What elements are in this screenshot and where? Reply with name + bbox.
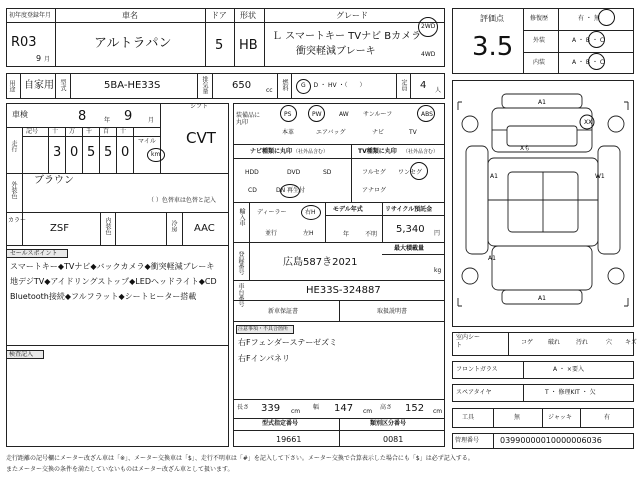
- interior-seat-option: コゲ: [521, 339, 534, 346]
- tools-value: 無: [514, 414, 521, 421]
- footer-line1: 走行距離の記号欄にメーター改ざん車は「※」、メーター交換車は「$」、走行不明車は「#」を記入して下さい。メーター交換で合算表示した場合にも「$」は必ず記入する。: [6, 455, 474, 462]
- import-left: 左H: [303, 230, 314, 237]
- shape-label: 形状: [240, 11, 256, 20]
- navi-cd: CD: [248, 187, 257, 194]
- jack-label: ジャッキ: [548, 414, 572, 421]
- interior-b-circle: [588, 53, 605, 70]
- navi-sd: SD: [323, 169, 332, 176]
- tv-fullseg: フルセグ: [362, 169, 386, 176]
- displacement-unit: cc: [266, 87, 273, 94]
- exterior-b-circle: [588, 31, 605, 48]
- sales-point-label: セールスポイント: [10, 250, 58, 257]
- spare-tire-label: スペアタイヤ: [456, 389, 492, 396]
- fuel-options: G D ・ HV ・（ ）: [301, 82, 366, 89]
- reg-year-label: 初年度登録年月: [9, 12, 52, 19]
- height-label: 高さ: [380, 404, 393, 411]
- repair-none-circle: [598, 9, 615, 26]
- jack-value: 有: [604, 414, 611, 421]
- navi-title: ナビ種類に丸印: [250, 148, 293, 155]
- repair-options: 有 ・ 無: [578, 15, 600, 22]
- equipment-item: ABS: [421, 111, 433, 118]
- pw-circle: [308, 105, 325, 122]
- navi-title-note: （社外品含む）: [293, 149, 329, 155]
- equipment-item: エアバッグ: [316, 129, 346, 136]
- recycle-label: リサイクル預託金: [385, 206, 433, 213]
- diagram-mark-a1-left: A1: [490, 173, 498, 180]
- equipment-item: ナビ: [372, 129, 385, 136]
- mileage-digit: 5: [104, 145, 113, 160]
- grade-line2: 衝突軽減ブレーキ: [296, 46, 376, 57]
- interior-seat-label: 室内シート: [456, 334, 481, 349]
- diagram-mark-xx: XX: [584, 119, 593, 126]
- class-number-value: 0081: [383, 435, 404, 444]
- max-load-label: 最大積載量: [394, 245, 425, 252]
- diagram-mark-xmo: Xも: [520, 145, 531, 152]
- interior-seat-option: 汚れ: [576, 339, 589, 346]
- mileage-label: 走行: [10, 140, 17, 152]
- tv-title-note: （社外品含む）: [403, 149, 439, 155]
- reg-year-value: R03: [11, 35, 37, 50]
- width-label: 幅: [313, 404, 320, 411]
- front-glass-label: フロントガラス: [456, 366, 498, 373]
- chassis-label: 車台番号: [237, 283, 244, 307]
- equipment-item: PW: [312, 111, 322, 118]
- mileage-digit-header: 十: [52, 128, 59, 135]
- warranty-label: 新車保証書: [268, 308, 299, 315]
- import-dealer: ディーラー: [257, 209, 287, 216]
- left-block: [6, 103, 229, 447]
- front-glass-options: A ・ ×要入: [553, 366, 584, 373]
- tv-title: TV種類に丸印: [358, 148, 397, 155]
- name-label: 車名: [122, 11, 138, 20]
- car-name: アルトラパン: [94, 36, 172, 51]
- mileage-unit-mile: マイル: [138, 138, 156, 145]
- capacity-value: 4: [420, 80, 427, 91]
- abs-circle: [417, 105, 435, 122]
- notes-line1: 右Fフェンダーステーゼズミ: [238, 338, 338, 347]
- manual-label: 取扱説明書: [377, 308, 408, 315]
- mileage-digit: 0: [121, 145, 130, 160]
- displacement-label: 排気量: [201, 76, 208, 94]
- tools-label: 工具: [462, 414, 475, 421]
- drive-4wd: 4WD: [421, 51, 436, 58]
- tv-analog: アナログ: [362, 187, 387, 194]
- model-value: 5BA-HE33S: [104, 80, 161, 91]
- interior-score-options: A ・ B ・ C: [572, 59, 605, 66]
- length-label: 長さ: [237, 404, 250, 411]
- diagram-mark-a1-bl: A1: [488, 255, 496, 262]
- ac-label: 冷房: [170, 220, 177, 232]
- capacity-label: 定員: [400, 79, 407, 91]
- navi-playback: 再生付: [287, 187, 306, 194]
- equipment-item: AW: [339, 111, 349, 118]
- fuel-label: 燃料: [281, 79, 288, 91]
- exterior-value: ブラウン: [34, 175, 74, 186]
- tv-oneseg-circle: [410, 162, 428, 180]
- inspection-year: 8: [78, 109, 87, 124]
- mileage-digit-header: 百: [103, 128, 110, 135]
- grade-line1: Ｌ スマートキー TVナビ Bカメラ: [272, 31, 422, 42]
- mileage-digit-header: 十: [120, 128, 127, 135]
- ac-value: AAC: [194, 223, 215, 234]
- mileage-unit-km: km: [151, 151, 161, 158]
- model-year-label: モデル年式: [333, 206, 363, 213]
- navi-dn: DN: [276, 187, 286, 194]
- import-parallel: 並行: [265, 230, 278, 237]
- model-label: 型式: [59, 79, 66, 91]
- door-label: ドア: [211, 11, 227, 20]
- capacity-unit: 人: [435, 87, 442, 94]
- inspection-label: 車検: [12, 110, 28, 119]
- height-value: 152: [405, 403, 425, 414]
- sales-point-line1: スマートキー◆TVナビ◆バックカメラ◆衝突軽減ブレーキ: [10, 262, 215, 271]
- type-designation-label: 型式指定番号: [262, 420, 299, 427]
- notes-label: 注意事項・不具合箇所: [238, 326, 289, 332]
- chassis-value: HE33S-324887: [306, 285, 381, 296]
- reg-month-value: 9: [36, 54, 42, 63]
- tv-oneseg: ワンセグ: [398, 169, 423, 176]
- length-unit: cm: [291, 408, 301, 415]
- mileage-digit: 5: [87, 145, 96, 160]
- mileage-digit-header: 記号: [26, 128, 39, 135]
- interior-color-label: 内装色: [104, 217, 111, 235]
- right-hand-circle: [301, 205, 321, 220]
- diagram-mark-a1-bottom: A1: [538, 295, 546, 302]
- shape-value: HB: [239, 38, 258, 53]
- inspection-notes-label: 検査記入: [9, 351, 34, 358]
- recycle-unit: 円: [434, 230, 441, 237]
- equipment-item: サンルーフ: [363, 111, 393, 118]
- inspection-year-unit: 年: [104, 117, 111, 124]
- notes-line2: 右Fインパネリ: [238, 354, 291, 363]
- import-right: 右H: [305, 209, 316, 216]
- exterior-note: （ ）色替車は色替と記入: [148, 197, 216, 204]
- sales-point-line2: 地デジTV◆アイドリングストップ◆LEDヘッドライト◆CD: [10, 277, 217, 286]
- ps-circle: [280, 105, 297, 122]
- drive-2wd: 2WD: [421, 23, 436, 30]
- type-designation-value: 19661: [276, 435, 302, 444]
- diagram-mark-w1: W1: [595, 173, 605, 180]
- footer-line2: またメーター交換の条件を満たしていないものはメーター改ざん車として扱います。: [6, 466, 234, 473]
- mgmt-value: 03990000010000006036: [500, 436, 602, 445]
- max-load-unit: kg: [434, 267, 442, 274]
- inspection-month-unit: 月: [148, 117, 155, 124]
- displacement-value: 650: [232, 80, 252, 91]
- equipment-item: 本革: [282, 129, 295, 136]
- mileage-digit-header: 千: [86, 128, 93, 135]
- height-unit: cm: [433, 408, 443, 415]
- class-number-label: 類別区分番号: [370, 420, 407, 427]
- interior-seat-option: 破れ: [548, 339, 561, 346]
- mileage-digit-header: 万: [69, 128, 76, 135]
- color-code-value: ZSF: [50, 223, 69, 234]
- score-label: 評価点: [480, 14, 504, 23]
- import-label: 輸入車: [238, 208, 245, 226]
- mileage-digit: 0: [70, 145, 79, 160]
- sales-point-line3: Bluetooth接続◆フルフラット◆シートヒーター搭載: [10, 292, 197, 301]
- registration-row: [6, 73, 445, 99]
- reg-number-value: 広島587き2021: [283, 257, 358, 268]
- length-value: 339: [261, 403, 281, 414]
- equipment-title: 装備品に丸印: [236, 112, 261, 127]
- width-unit: cm: [363, 408, 373, 415]
- exterior-score-label: 外装: [533, 37, 546, 44]
- model-year-unknown: 不明: [365, 231, 378, 238]
- exterior-label: 外装色: [10, 181, 17, 199]
- equipment-item: TV: [409, 129, 417, 136]
- doors-value: 5: [215, 38, 224, 53]
- color-code-label: カラー: [8, 217, 27, 224]
- score-value: 3.5: [472, 32, 514, 62]
- model-year-unit: 年: [343, 231, 350, 238]
- reg-month-unit: 月: [44, 56, 51, 63]
- mileage-digit: 3: [53, 145, 62, 160]
- interior-seat-option: 穴: [606, 339, 613, 346]
- usage-value: 自家用: [24, 80, 54, 91]
- spare-tire-options: T ・ 修理KIT ・ 欠: [545, 389, 596, 396]
- shift-value: CVT: [186, 129, 216, 147]
- diagram-mark-a1-top: A1: [538, 99, 546, 106]
- interior-seat-option: キズ: [625, 339, 637, 346]
- inspection-month: 9: [124, 109, 133, 124]
- navi-hdd: HDD: [245, 169, 259, 176]
- exterior-score-options: A ・ B ・ C: [572, 37, 605, 44]
- recycle-value: 5,340: [396, 224, 425, 235]
- navi-dvd: DVD: [287, 169, 301, 176]
- usage-label: 用途: [8, 80, 15, 92]
- grade-label: グレード: [336, 11, 368, 20]
- interior-score-label: 内装: [533, 59, 546, 66]
- shift-label: シフト: [190, 103, 209, 110]
- repair-label: 修復歴: [530, 15, 549, 22]
- reg-number-label: 登録番号: [237, 251, 244, 275]
- equipment-item: PS: [284, 111, 292, 118]
- car-diagram: [452, 80, 634, 327]
- mgmt-label: 管理番号: [455, 437, 480, 444]
- width-value: 147: [334, 403, 354, 414]
- navi-sd-circle: [280, 184, 300, 198]
